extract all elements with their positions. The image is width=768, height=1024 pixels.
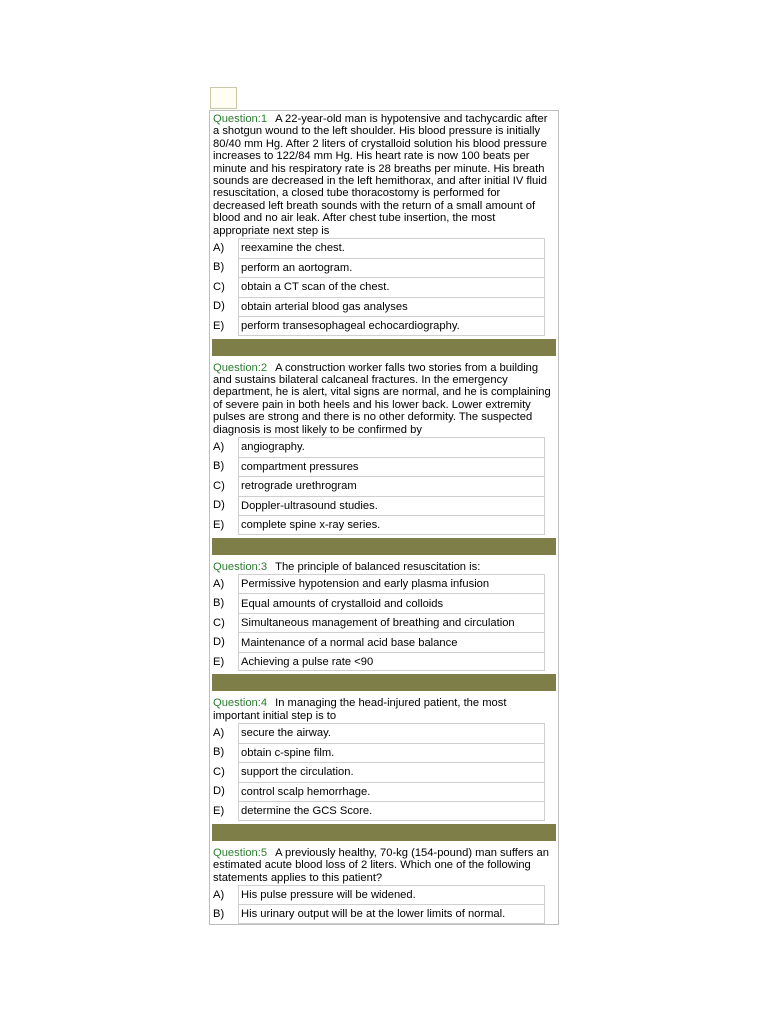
option-letter: D) [213, 785, 225, 798]
option-text[interactable]: Maintenance of a normal acid base balance [238, 632, 545, 652]
question-2 [210, 360, 558, 436]
option-c[interactable] [210, 277, 558, 297]
question-block-5 [210, 845, 558, 924]
option-a[interactable] [210, 437, 558, 457]
option-text[interactable]: secure the airway. [238, 723, 545, 743]
option-letter: A) [213, 440, 225, 453]
quiz-container [209, 110, 559, 925]
option-b[interactable] [210, 904, 558, 924]
option-a[interactable] [210, 574, 558, 594]
option-c[interactable] [210, 762, 558, 782]
option-e[interactable] [210, 515, 558, 535]
option-letter: E) [213, 655, 225, 668]
option-letter: A) [213, 888, 225, 901]
option-text[interactable]: obtain arterial blood gas analyses [238, 297, 545, 317]
option-text[interactable]: Doppler-ultrasound studies. [238, 496, 545, 516]
option-c[interactable] [210, 476, 558, 496]
option-letter: D) [213, 499, 225, 512]
options-list [210, 885, 558, 924]
option-letter: C) [213, 280, 225, 293]
question-block-2 [210, 360, 558, 555]
option-letter: C) [213, 616, 225, 629]
question-text: A construction worker falls two stories from a building and sustains bilateral calcaneal fractures. In the emergency department, he is alert, vital signs are normal, and he is complaining of severe pain in both heels and his lower back. Lower extremity pulses are strong and there is no other deformity. The suspected diagnosis is most likely to be confirmed by [213, 361, 551, 436]
answer-box[interactable] [210, 87, 237, 109]
option-letter: A) [213, 726, 225, 739]
question-text: A 22-year-old man is hypotensive and tachycardic after a shotgun wound to the left shoulder. His blood pressure is initially 80/40 mm Hg. After 2 liters of crystalloid solution his blood pressure increases to 122/84 mm Hg. His heart rate is now 100 beats per minute and his respiratory rate is 28 breaths per minute. His breath sounds are decreased in the left hemithorax, and after initial IV fluid resuscitation, a closed tube thoracostomy is performed for decreased left breath sounds with the return of a small amount of blood and no air leak. After chest tube insertion, the most appropriate next step is [213, 113, 548, 237]
question-label: Question:2 [213, 361, 268, 374]
separator-bar [212, 538, 556, 555]
option-letter: D) [213, 300, 225, 313]
question-3 [210, 559, 558, 573]
option-text[interactable]: obtain a CT scan of the chest. [238, 277, 545, 297]
option-letter: E) [213, 518, 225, 531]
option-text[interactable]: Permissive hypotension and early plasma infusion [238, 574, 545, 594]
option-a[interactable] [210, 238, 558, 258]
option-b[interactable] [210, 593, 558, 613]
option-text[interactable]: angiography. [238, 437, 545, 457]
option-b[interactable] [210, 743, 558, 763]
option-text[interactable]: Simultaneous management of breathing and circulation [238, 613, 545, 633]
option-letter: B) [213, 460, 225, 473]
option-text[interactable]: compartment pressures [238, 457, 545, 477]
question-text: The principle of balanced resuscitation is: [275, 560, 481, 573]
question-4 [210, 695, 558, 722]
option-e[interactable] [210, 316, 558, 336]
option-text[interactable]: perform an aortogram. [238, 258, 545, 278]
option-text[interactable]: Equal amounts of crystalloid and colloids [238, 593, 545, 613]
question-label: Question:5 [213, 846, 268, 859]
option-text[interactable]: Achieving a pulse rate <90 [238, 652, 545, 672]
option-letter: E) [213, 804, 225, 817]
option-c[interactable] [210, 613, 558, 633]
option-b[interactable] [210, 457, 558, 477]
option-letter: A) [213, 577, 225, 590]
option-letter: C) [213, 479, 225, 492]
option-e[interactable] [210, 801, 558, 821]
option-text[interactable]: His urinary output will be at the lower limits of normal. [238, 904, 545, 924]
question-label: Question:3 [213, 560, 268, 573]
option-letter: D) [213, 636, 225, 649]
question-label: Question:1 [213, 113, 268, 125]
question-block-1 [210, 111, 558, 356]
options-list [210, 574, 558, 672]
options-list [210, 238, 558, 336]
question-5 [210, 845, 558, 884]
question-text: A previously healthy, 70-kg (154-pound) man suffers an estimated acute blood loss of 2 liters. Which one of the following statements applies to this patient? [213, 846, 549, 884]
option-d[interactable] [210, 496, 558, 516]
separator-bar [212, 674, 556, 691]
option-letter: E) [213, 319, 225, 332]
option-text[interactable]: perform transesophageal echocardiography. [238, 316, 545, 336]
option-text[interactable]: His pulse pressure will be widened. [238, 885, 545, 905]
option-letter: A) [213, 241, 225, 254]
options-list [210, 437, 558, 535]
question-label: Question:4 [213, 697, 268, 710]
option-text[interactable]: support the circulation. [238, 762, 545, 782]
option-a[interactable] [210, 723, 558, 743]
options-list [210, 723, 558, 821]
option-letter: B) [213, 261, 225, 274]
option-text[interactable]: control scalp hemorrhage. [238, 782, 545, 802]
option-text[interactable]: complete spine x-ray series. [238, 515, 545, 535]
option-text[interactable]: reexamine the chest. [238, 238, 545, 258]
option-letter: B) [213, 746, 225, 759]
option-letter: B) [213, 908, 225, 921]
option-letter: B) [213, 597, 225, 610]
option-text[interactable]: retrograde urethrogram [238, 476, 545, 496]
question-block-4 [210, 695, 558, 840]
option-b[interactable] [210, 258, 558, 278]
option-e[interactable] [210, 652, 558, 672]
question-1 [210, 111, 558, 237]
question-block-3 [210, 559, 558, 692]
question-text: In managing the head-injured patient, the most important initial step is to [213, 697, 507, 722]
option-text[interactable]: determine the GCS Score. [238, 801, 545, 821]
option-letter: C) [213, 765, 225, 778]
option-a[interactable] [210, 885, 558, 905]
option-text[interactable]: obtain c-spine film. [238, 743, 545, 763]
separator-bar [212, 824, 556, 841]
option-d[interactable] [210, 782, 558, 802]
option-d[interactable] [210, 297, 558, 317]
separator-bar [212, 339, 556, 356]
option-d[interactable] [210, 632, 558, 652]
